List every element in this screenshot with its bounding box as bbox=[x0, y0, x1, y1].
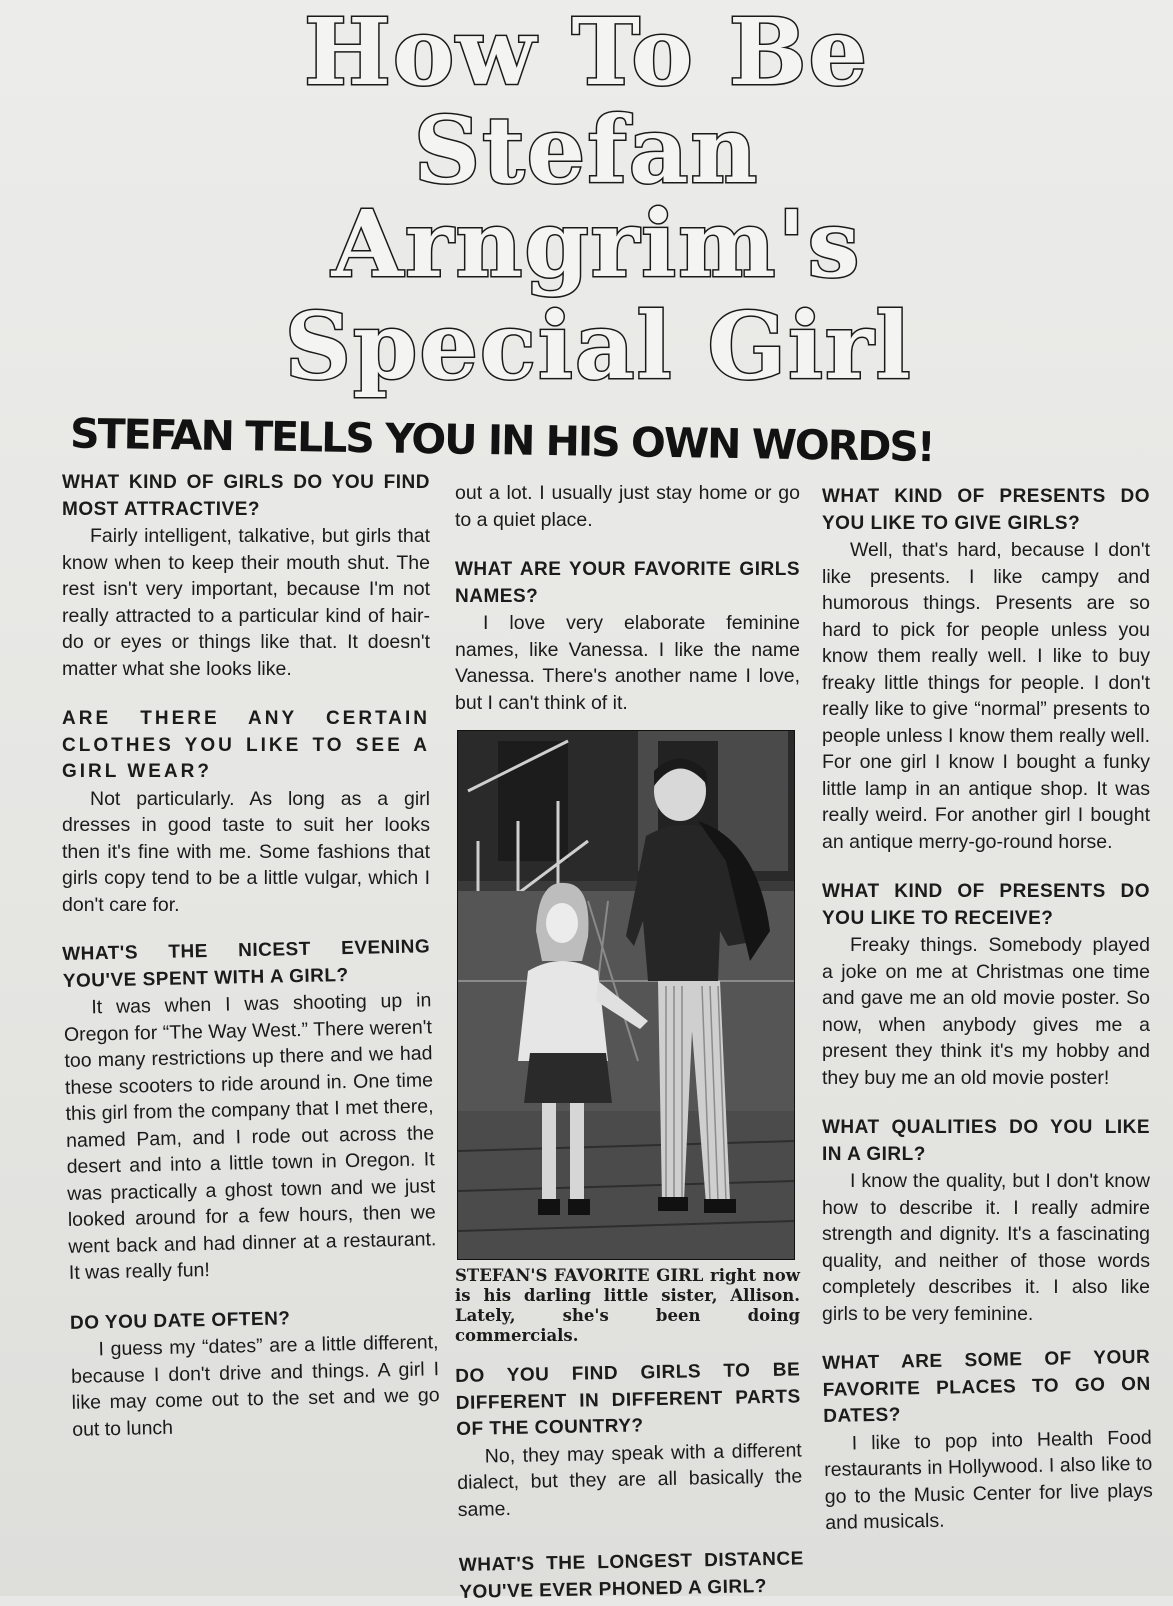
subheadline: STEFAN TELLS YOU IN HIS OWN WORDS! bbox=[69, 409, 934, 472]
answer-date-often-continued: out a lot. I usually just stay home or go to a quiet place. bbox=[455, 482, 800, 531]
photo-caption: STEFAN'S FAVORITE GIRL right now is his darling little sister, Allison. Lately, she's been doing commercials. bbox=[455, 1266, 800, 1345]
question-different-parts: DO YOU FIND GIRLS TO BE DIFFERENT IN DIFFERENT PARTS OF THE COUNTRY? bbox=[455, 1359, 801, 1440]
answer-presents-give: Well, that's hard, because I don't like presents. I like campy and humorous things. Presents are so hard to pick for people unless you know them really well. I like to buy freaky little things for people. I don't really like to give “normal” presents to people unless I know them really well. For one girl I know I bought a funky little lamp in an antique shop. It was really weird. For another girl I bought an antique merry-go-round horse. bbox=[822, 539, 1150, 853]
answer-nicest-evening: It was when I was shooting up in Oregon for “The Way West.” There weren't too many restrictions up there and we had these scooters to ride around in. One time this girl from the company that I met there, named Pam, and I rode out across the desert and into a little town in Oregon. It was practically a ghost town and we just looked around for a few hours, then we went back and had dinner at a restaurant. It was really fun! bbox=[63, 989, 437, 1284]
answer-clothes: Not particularly. As long as a girl dresses in good taste to suit her looks then it's fine with me. Some fashions that girls copy tend to be a little vulgar, which I don't care for. bbox=[62, 787, 430, 916]
tilted-block bbox=[62, 934, 440, 1443]
headline-line-1: How To Be bbox=[303, 0, 870, 106]
question-presents-give: WHAT KIND OF PRESENTS DO YOU LIKE TO GIVE GIRLS? bbox=[822, 486, 1150, 534]
question-clothes: ARE THERE ANY CERTAIN CLOTHES YOU LIKE TO SEE A GIRL WEAR? bbox=[62, 708, 430, 782]
column-1 bbox=[62, 470, 440, 1467]
tilted-block-3 bbox=[822, 1345, 1154, 1537]
column-3 bbox=[822, 484, 1153, 1561]
question-qualities: WHAT QUALITIES DO YOU LIKE IN A GIRL? bbox=[822, 1117, 1150, 1165]
headline-line-4: Special Girl bbox=[284, 292, 913, 400]
question-favorite-places: WHAT ARE SOME OF YOUR FAVORITE PLACES TO GO ON DATES? bbox=[822, 1346, 1151, 1427]
question-presents-receive: WHAT KIND OF PRESENTS DO YOU LIKE TO RECEIVE? bbox=[822, 881, 1150, 929]
headline-line-2: Stefan bbox=[413, 96, 760, 204]
question-longest-distance: WHAT'S THE LONGEST DISTANCE YOU'VE EVER PHONED A GIRL? bbox=[458, 1548, 805, 1603]
answer-favorite-places: I like to pop into Health Food restaurants in Hollywood. I also like to go to the Music Center for live plays and musicals. bbox=[824, 1426, 1153, 1534]
answer-attractive: Fairly intelligent, talkative, but girls that know when to keep their mouth shut. The rest isn't very important, because I'm not really attracted to a particular kind of hair-do or eyes or things like that. It doesn't matter what she looks like. bbox=[62, 525, 430, 680]
column-2 bbox=[455, 480, 805, 1606]
question-favorite-names: WHAT ARE YOUR FAVORITE GIRLS NAMES? bbox=[455, 559, 800, 607]
answer-favorite-names: I love very elaborate feminine names, like Vanessa. I like the name Vanessa. There's another name I love, but I can't think of it. bbox=[455, 612, 800, 714]
question-nicest-evening: WHAT'S THE NICEST EVENING YOU'VE SPENT WITH A GIRL? bbox=[62, 936, 431, 992]
answer-presents-receive: Freaky things. Somebody played a joke on me at Christmas one time and gave me an old movie poster. So now, when anybody gives me a present they think it's my hobby and they buy me an old movie poster! bbox=[822, 934, 1150, 1089]
photo-stefan-and-sister bbox=[457, 730, 795, 1260]
tilted-block-2 bbox=[455, 1357, 805, 1606]
question-attractive: WHAT KIND OF GIRLS DO YOU FIND MOST ATTRACTIVE? bbox=[62, 472, 430, 520]
headline-line-3: Arngrim's bbox=[331, 190, 862, 298]
question-date-often: DO YOU DATE OFTEN? bbox=[69, 1307, 291, 1334]
answer-qualities: I know the quality, but I don't know how to describe it. I really admire strength and dignity. It's a fascinating quality, and neither of those words completely describes it. I also like girls to be very feminine. bbox=[822, 1170, 1150, 1325]
answer-different-parts: No, they may speak with a different dialect, but they are all basically the same. bbox=[457, 1438, 803, 1521]
answer-date-often: I guess my “dates” are a little different, because I don't drive and things. A girl I like may come out to the set and we go out to lunch bbox=[70, 1331, 440, 1441]
